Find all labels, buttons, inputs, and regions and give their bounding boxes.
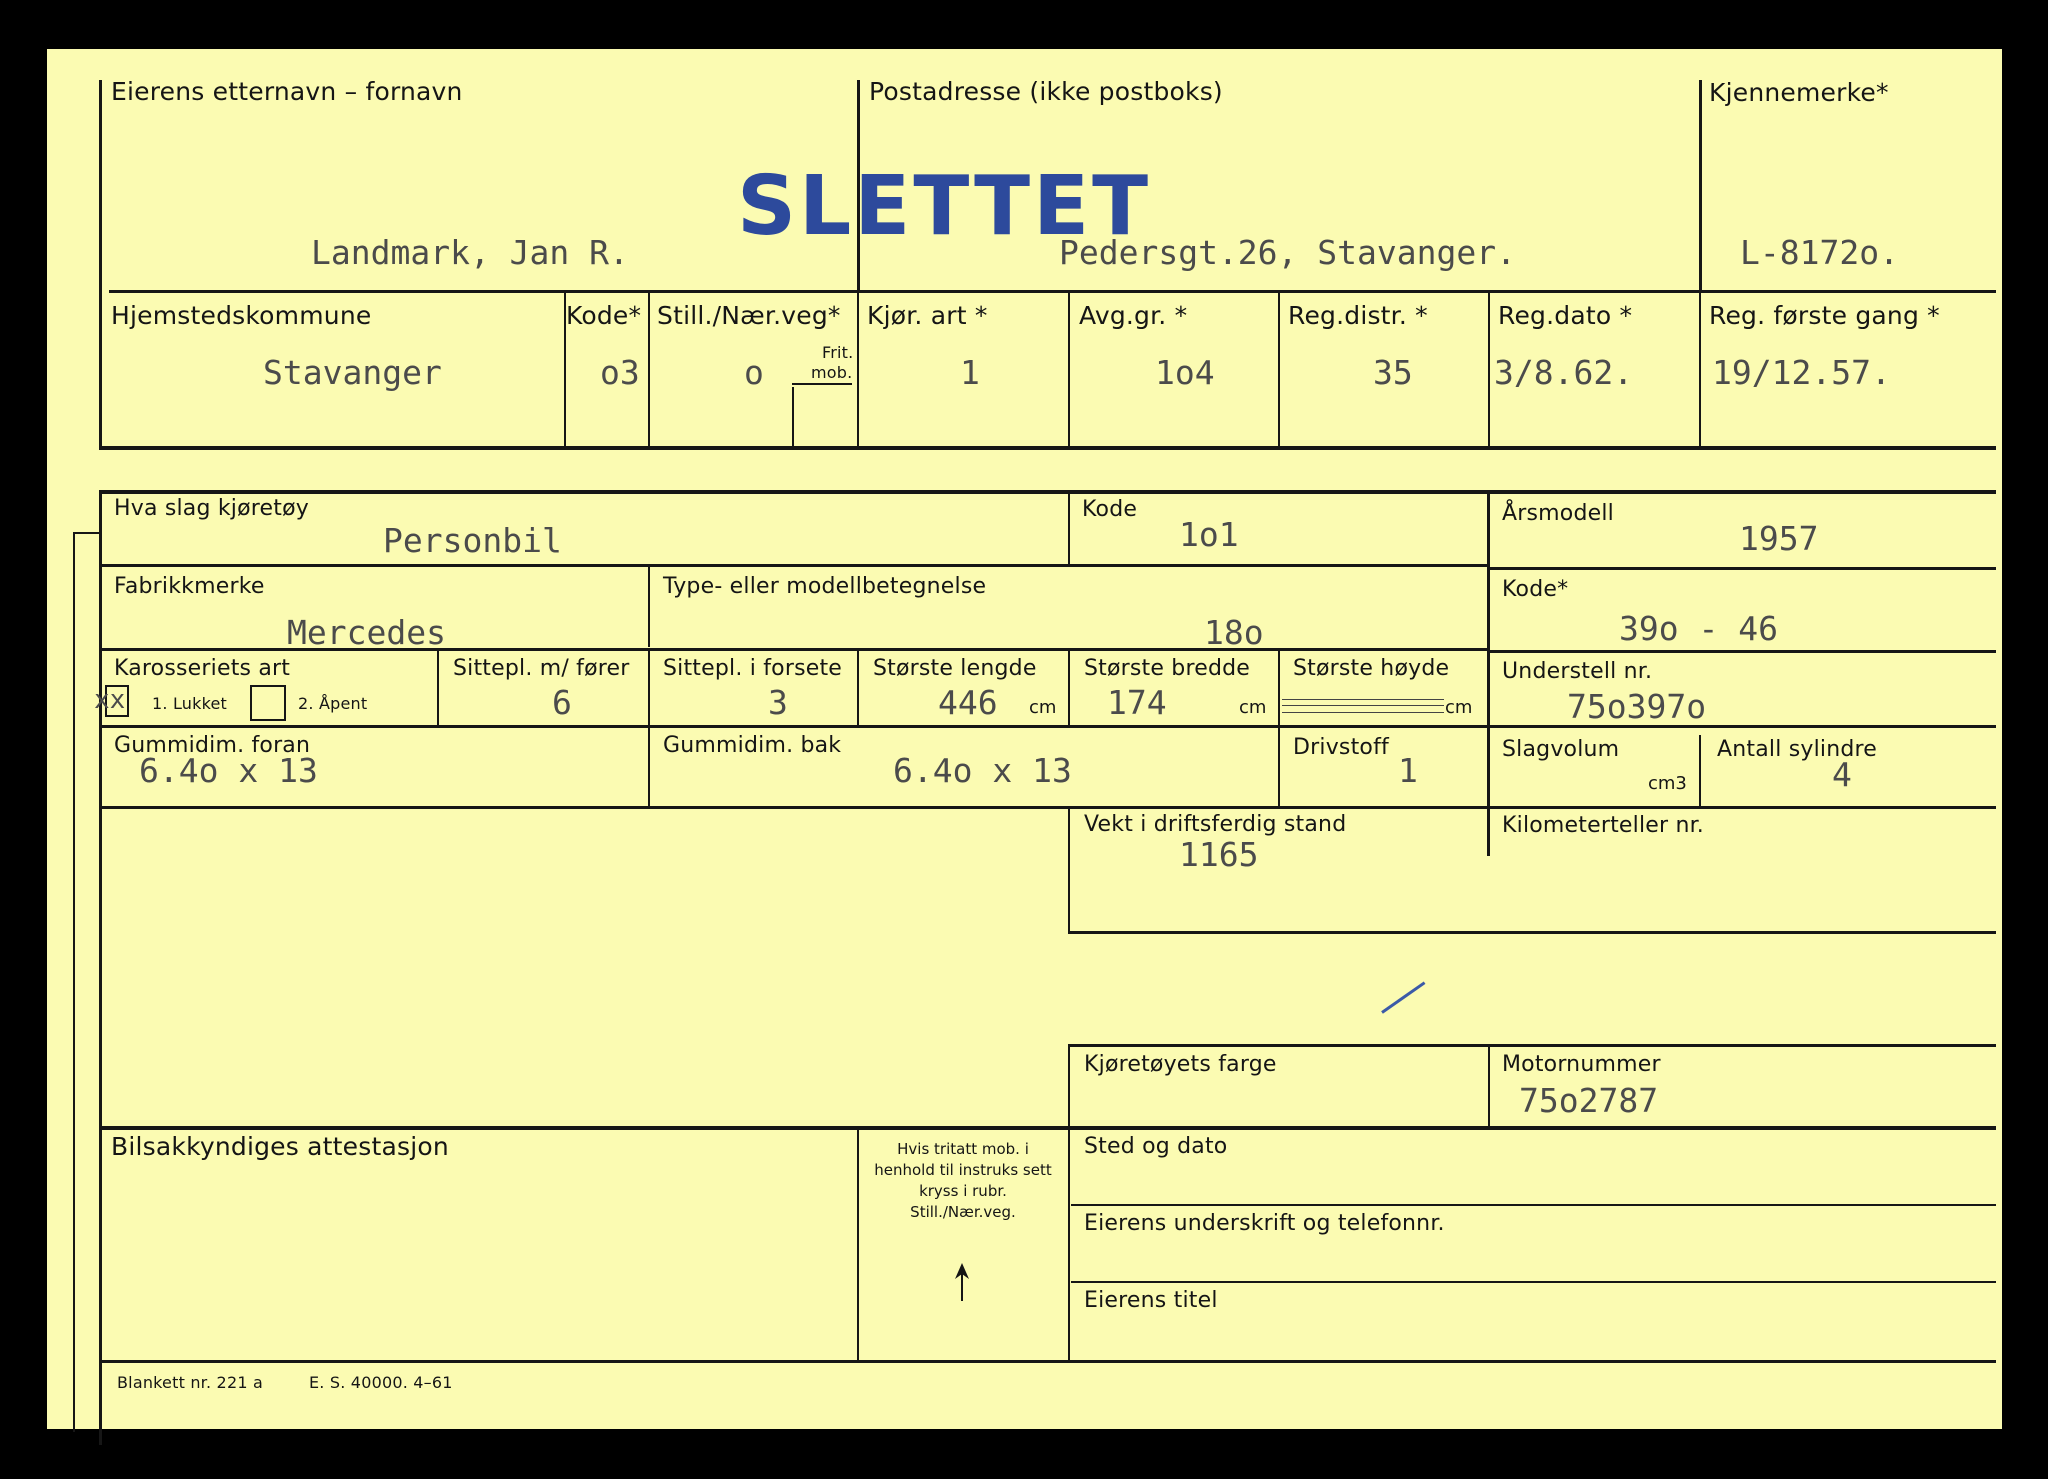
left-border-top [99, 80, 102, 450]
s2-div-r3-a [437, 651, 439, 725]
width-label: Største bredde [1084, 656, 1251, 681]
make-label: Fabrikkmerke [114, 574, 265, 599]
still-label: Still./Nær.veg* [657, 301, 841, 330]
color-label: Kjøretøyets farge [1084, 1052, 1277, 1077]
fuel-value: 1 [1398, 751, 1418, 790]
signature-line [1071, 1281, 1996, 1283]
odometer-label: Kilometerteller nr. [1502, 813, 1705, 838]
vehicle-type-value: Personbil [383, 521, 562, 560]
s2-div-r3-e [1278, 651, 1280, 725]
col-div-f [1488, 293, 1490, 446]
chassis-label: Understell nr. [1502, 659, 1653, 684]
body-check-mark: xx [94, 685, 126, 715]
s2-right-row1-bottom [1490, 567, 1996, 570]
weight-box-left [1068, 809, 1070, 933]
color-row-top [1068, 1044, 1996, 1047]
kjor-label: Kjør. art * [867, 301, 988, 330]
seats-driver-value: 6 [552, 683, 572, 722]
attestation-div-a [857, 1130, 859, 1360]
type-code-value: 1o1 [1179, 515, 1239, 554]
col-div-c [857, 293, 859, 446]
tire-rear-label: Gummidim. bak [663, 733, 842, 758]
cylinders-value: 4 [1832, 755, 1852, 794]
kode-label: Kode* [566, 301, 642, 330]
height-blank-midline [1282, 705, 1444, 706]
height-label: Største høyde [1293, 656, 1450, 681]
left-border-lower [99, 490, 102, 1445]
weight-label: Vekt i driftsferdig stand [1084, 812, 1347, 837]
body-open-checkbox[interactable] [250, 685, 286, 721]
s2-div-r3-b [648, 651, 650, 725]
attestation-top [99, 1126, 1996, 1130]
vehicle-type-label: Hva slag kjøretøy [114, 496, 309, 521]
reg-number-value: L-8172o. [1740, 233, 1899, 272]
s2-div-r4-b [1278, 728, 1280, 806]
chassis-value: 75o397o [1567, 687, 1707, 726]
seats-front-label: Sittepl. i forsete [663, 656, 843, 681]
address-value: Pedersgt.26, Stavanger. [1059, 233, 1516, 272]
body-option-closed: 1. Lukket [152, 694, 228, 713]
address-label: Postadresse (ikke postboks) [869, 77, 1223, 106]
place-date-line [1071, 1204, 1996, 1206]
attestation-div-b [1068, 1130, 1070, 1360]
avg-value: 1o4 [1155, 353, 1215, 392]
displacement-unit: cm3 [1648, 773, 1687, 794]
s2-right-row4-bottom [1490, 806, 1996, 809]
municipality-label: Hjemstedskommune [111, 301, 372, 330]
body-option-open: 2. Åpent [298, 694, 368, 713]
seats-driver-label: Sittepl. m/ fører [453, 656, 630, 681]
s2-div-make-model [648, 567, 650, 647]
width-unit: cm [1239, 697, 1267, 718]
s2-div-r4-c [1699, 735, 1701, 806]
s2-div-r4-a [648, 728, 650, 806]
tire-front-label: Gummidim. foran [114, 733, 311, 758]
width-value: 174 [1107, 683, 1167, 722]
distr-value: 35 [1373, 353, 1413, 392]
tire-rear-value: 6.4o x 13 [893, 751, 1072, 790]
height-unit: cm [1445, 697, 1473, 718]
length-value: 446 [938, 683, 998, 722]
body-label: Karosseriets art [114, 656, 291, 681]
color-engine-div [1488, 1047, 1490, 1127]
row-divider-1 [109, 290, 1996, 293]
distr-label: Reg.distr. * [1288, 301, 1428, 330]
mob-underline [792, 383, 852, 385]
s2-right-row2-bottom [1490, 650, 1996, 653]
length-unit: cm [1029, 697, 1057, 718]
divider-address-reg [1699, 80, 1702, 290]
seats-front-value: 3 [768, 683, 788, 722]
model-code-value: 39o - 46 [1619, 609, 1778, 648]
attestation-title: Bilsakkyndiges attestasjon [111, 1132, 449, 1161]
still-value: o [744, 353, 764, 392]
print-info: E. S. 40000. 4–61 [309, 1373, 453, 1392]
engine-value: 75o2787 [1519, 1081, 1659, 1120]
forste-value: 19/12.57. [1712, 353, 1891, 392]
weight-value: 1165 [1179, 835, 1259, 874]
s2-row3-bottom [102, 725, 1996, 728]
make-value: Mercedes [287, 613, 446, 652]
weight-box-bottom [1068, 931, 1996, 934]
cylinders-label: Antall sylindre [1717, 737, 1878, 762]
dato-value: 3/8.62. [1494, 353, 1634, 392]
tire-front-value: 6.4o x 13 [139, 751, 318, 790]
mob-label: mob. [811, 363, 853, 382]
signature-label: Eierens underskrift og telefonnr. [1084, 1211, 1445, 1236]
s2-div-main-right [1487, 494, 1490, 856]
attestation-bottom [99, 1360, 1996, 1363]
col-div-e [1278, 293, 1280, 446]
color-box-left [1068, 1047, 1070, 1127]
engine-label: Motornummer [1502, 1052, 1661, 1077]
kjor-value: 1 [960, 353, 980, 392]
fuel-label: Drivstoff [1293, 735, 1389, 760]
place-date-label: Sted og dato [1084, 1134, 1228, 1159]
col-div-b [648, 293, 650, 446]
reg-number-label: Kjennemerke* [1709, 78, 1889, 107]
section2-top [99, 490, 1996, 494]
s2-div-r3-c [857, 651, 859, 725]
forste-label: Reg. første gang * [1709, 301, 1940, 330]
s2-row4-bottom [102, 806, 1487, 809]
owner-title-label: Eierens titel [1084, 1288, 1218, 1313]
col-div-d [1068, 293, 1070, 446]
kode-value: o3 [600, 353, 640, 392]
model-label: Type- eller modellbetegnelse [663, 574, 987, 599]
form-number: Blankett nr. 221 a [117, 1373, 263, 1392]
s2-div-type-code [1068, 494, 1070, 564]
s2-row1-bottom [102, 564, 1487, 567]
height-blank-lines [1282, 699, 1444, 713]
avg-label: Avg.gr. * [1079, 301, 1188, 330]
arrow-up-icon [950, 1261, 974, 1301]
section1-bottom [99, 446, 1996, 450]
owner-name-value: Landmark, Jan R. [311, 233, 629, 272]
dato-label: Reg.dato * [1498, 301, 1633, 330]
owner-name-label: Eierens etternavn – fornavn [111, 77, 463, 106]
pen-mark [1381, 981, 1425, 1013]
model-code-label: Kode* [1502, 577, 1569, 602]
mob-box-left [792, 387, 794, 446]
deleted-stamp: SLETTET [737, 159, 1152, 254]
attestation-note: Hvis tritatt mob. i henhold til instruks sett kryss i rubr. Still./Nær.veg. [874, 1140, 1052, 1221]
model-value: 18o [1204, 613, 1264, 652]
year-value: 1957 [1739, 519, 1819, 558]
registration-card [47, 49, 2002, 1429]
year-label: Årsmodell [1502, 501, 1614, 526]
left-margin-tick [73, 532, 99, 534]
displacement-label: Slagvolum [1502, 737, 1620, 762]
type-code-label: Kode [1082, 497, 1138, 522]
left-margin-bracket [73, 532, 75, 1432]
s2-div-r3-d [1068, 651, 1070, 725]
frit-label: Frit. [822, 343, 854, 362]
col-div-g [1699, 293, 1701, 446]
municipality-value: Stavanger [263, 353, 442, 392]
length-label: Største lengde [873, 656, 1037, 681]
